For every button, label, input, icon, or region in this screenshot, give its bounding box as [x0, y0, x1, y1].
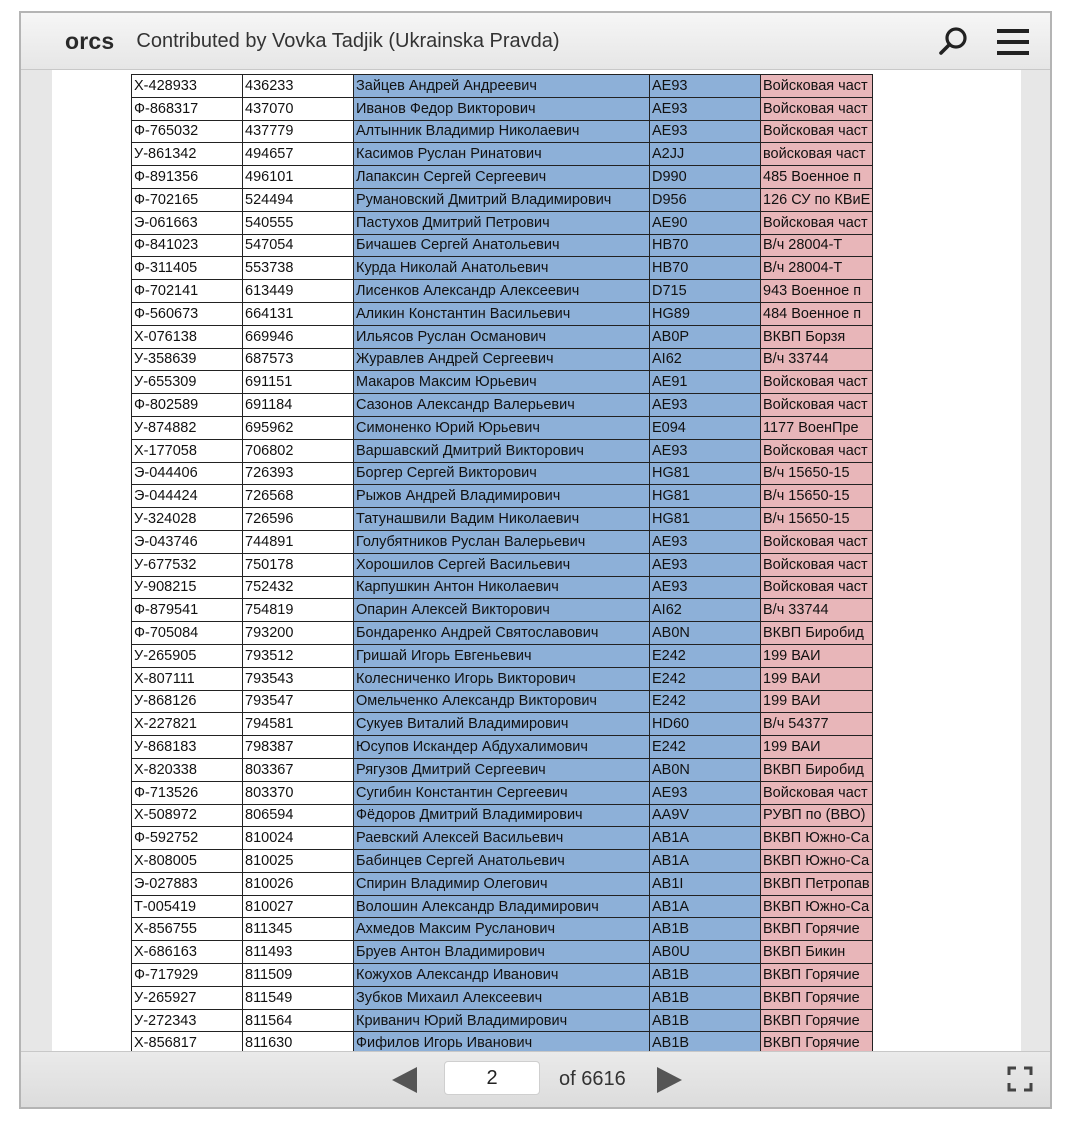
cell-full-name: Симоненко Юрий Юрьевич	[354, 416, 650, 439]
cell-full-name: Карпушкин Антон Николаевич	[354, 576, 650, 599]
cell-number: 437779	[243, 120, 354, 143]
cell-id-code: Э-043746	[132, 530, 243, 553]
cell-unit-name: Войсковая част	[761, 97, 873, 120]
cell-unit-name: Войсковая част	[761, 781, 873, 804]
table-row	[132, 439, 873, 462]
cell-unit-code: AE93	[650, 781, 761, 804]
cell-unit-code: AB1B	[650, 964, 761, 987]
table-row	[132, 576, 873, 599]
cell-unit-code: HB70	[650, 257, 761, 280]
cell-id-code: У-868183	[132, 736, 243, 759]
cell-unit-name: Войсковая част	[761, 120, 873, 143]
cell-unit-code: HD60	[650, 713, 761, 736]
cell-unit-code: AE93	[650, 394, 761, 417]
cell-full-name: Варшавский Дмитрий Викторович	[354, 439, 650, 462]
cell-full-name: Рыжов Андрей Владимирович	[354, 485, 650, 508]
cell-unit-name: ВКВП Биробид	[761, 622, 873, 645]
cell-id-code: Х-076138	[132, 325, 243, 348]
cell-full-name: Рягузов Дмитрий Сергеевич	[354, 758, 650, 781]
table-row	[132, 166, 873, 189]
cell-full-name: Юсупов Искандер Абдухалимович	[354, 736, 650, 759]
cell-id-code: У-908215	[132, 576, 243, 599]
page-number-input[interactable]	[444, 1061, 540, 1095]
page-viewport[interactable]	[21, 70, 1050, 1051]
cell-id-code: Ф-841023	[132, 234, 243, 257]
table-row	[132, 895, 873, 918]
cell-full-name: Бондаренко Андрей Святославович	[354, 622, 650, 645]
cell-unit-name: РУВП по (ВВО)	[761, 804, 873, 827]
cell-full-name: Опарин Алексей Викторович	[354, 599, 650, 622]
table-row	[132, 188, 873, 211]
table-row	[132, 599, 873, 622]
table-row	[132, 964, 873, 987]
table-row	[132, 850, 873, 873]
cell-unit-code: E242	[650, 690, 761, 713]
cell-id-code: У-868126	[132, 690, 243, 713]
cell-unit-name: ВКВП Горячие	[761, 1032, 873, 1051]
cell-id-code: Ф-891356	[132, 166, 243, 189]
cell-id-code: У-265927	[132, 986, 243, 1009]
cell-number: 547054	[243, 234, 354, 257]
table-row	[132, 941, 873, 964]
cell-unit-code: AE90	[650, 211, 761, 234]
cell-full-name: Пастухов Дмитрий Петрович	[354, 211, 650, 234]
cell-unit-name: 943 Военное п	[761, 280, 873, 303]
cell-unit-name: Войсковая част	[761, 371, 873, 394]
cell-unit-code: AE91	[650, 371, 761, 394]
cell-id-code: Х-508972	[132, 804, 243, 827]
cell-id-code: Х-177058	[132, 439, 243, 462]
cell-unit-code: AB1A	[650, 850, 761, 873]
cell-unit-code: AB0N	[650, 758, 761, 781]
cell-full-name: Боргер Сергей Викторович	[354, 462, 650, 485]
cell-full-name: Омельченко Александр Викторович	[354, 690, 650, 713]
cell-unit-code: HB70	[650, 234, 761, 257]
cell-unit-code: AB1B	[650, 1009, 761, 1032]
fullscreen-icon	[1007, 1066, 1033, 1092]
cell-number: 793543	[243, 667, 354, 690]
cell-full-name: Алтынник Владимир Николаевич	[354, 120, 650, 143]
cell-full-name: Раевский Алексей Васильевич	[354, 827, 650, 850]
cell-unit-code: D715	[650, 280, 761, 303]
cell-number: 811564	[243, 1009, 354, 1032]
cell-number: 664131	[243, 302, 354, 325]
cell-id-code: Х-428933	[132, 75, 243, 98]
table-row	[132, 622, 873, 645]
cell-id-code: Ф-702141	[132, 280, 243, 303]
cell-unit-name: 126 СУ по КВиЕ	[761, 188, 873, 211]
cell-number: 726596	[243, 508, 354, 531]
cell-unit-code: AB0N	[650, 622, 761, 645]
cell-number: 496101	[243, 166, 354, 189]
cell-unit-name: Войсковая част	[761, 75, 873, 98]
cell-unit-code: AA9V	[650, 804, 761, 827]
table-row	[132, 804, 873, 827]
table-row	[132, 667, 873, 690]
cell-unit-name: ВКВП Южно-Са	[761, 895, 873, 918]
cell-unit-name: 484 Военное п	[761, 302, 873, 325]
cell-unit-code: E242	[650, 667, 761, 690]
cell-id-code: Ф-311405	[132, 257, 243, 280]
cell-id-code: Ф-713526	[132, 781, 243, 804]
cell-id-code: Х-227821	[132, 713, 243, 736]
cell-id-code: У-861342	[132, 143, 243, 166]
cell-full-name: Ильясов Руслан Османович	[354, 325, 650, 348]
cell-unit-code: AB1A	[650, 895, 761, 918]
cell-unit-code: AE93	[650, 97, 761, 120]
cell-number: 695962	[243, 416, 354, 439]
table-row	[132, 827, 873, 850]
cell-number: 811493	[243, 941, 354, 964]
table-body	[132, 75, 873, 1052]
cell-id-code: Ф-765032	[132, 120, 243, 143]
cell-unit-name: ВКВП Бикин	[761, 941, 873, 964]
cell-id-code: Э-044424	[132, 485, 243, 508]
cell-full-name: Фёдоров Дмитрий Владимирович	[354, 804, 650, 827]
table-row	[132, 508, 873, 531]
top-toolbar	[21, 13, 1050, 70]
cell-unit-name: В/ч 28004-Т	[761, 234, 873, 257]
cell-id-code: Э-044406	[132, 462, 243, 485]
cell-unit-name: Войсковая част	[761, 211, 873, 234]
cell-number: 810025	[243, 850, 354, 873]
cell-id-code: Ф-702165	[132, 188, 243, 211]
table-row	[132, 872, 873, 895]
table-row	[132, 644, 873, 667]
cell-number: 811549	[243, 986, 354, 1009]
cell-unit-code: HG81	[650, 508, 761, 531]
cell-unit-code: E242	[650, 736, 761, 759]
cell-unit-name: В/ч 15650-15	[761, 485, 873, 508]
document-viewer	[19, 11, 1052, 1109]
cell-id-code: Э-027883	[132, 872, 243, 895]
table-row	[132, 234, 873, 257]
menu-button[interactable]	[995, 25, 1031, 59]
table-row	[132, 211, 873, 234]
cell-unit-name: Войсковая част	[761, 576, 873, 599]
cell-id-code: Х-856755	[132, 918, 243, 941]
table-row	[132, 75, 873, 98]
cell-unit-name: 199 ВАИ	[761, 736, 873, 759]
cell-unit-code: E242	[650, 644, 761, 667]
cell-id-code: Э-061663	[132, 211, 243, 234]
cell-unit-code: AB0P	[650, 325, 761, 348]
cell-id-code: Х-820338	[132, 758, 243, 781]
cell-unit-name: В/ч 15650-15	[761, 508, 873, 531]
cell-unit-code: AE93	[650, 75, 761, 98]
search-button[interactable]	[937, 25, 971, 59]
cell-number: 494657	[243, 143, 354, 166]
cell-full-name: Макаров Максим Юрьевич	[354, 371, 650, 394]
cell-number: 793547	[243, 690, 354, 713]
table-row	[132, 1009, 873, 1032]
table-row	[132, 348, 873, 371]
cell-number: 726568	[243, 485, 354, 508]
cell-unit-name: 199 ВАИ	[761, 644, 873, 667]
cell-id-code: Х-807111	[132, 667, 243, 690]
cell-unit-name: 485 Военное п	[761, 166, 873, 189]
cell-number: 754819	[243, 599, 354, 622]
table-row	[132, 325, 873, 348]
cell-number: 810027	[243, 895, 354, 918]
search-icon	[937, 25, 971, 59]
cell-unit-name: В/ч 33744	[761, 348, 873, 371]
cell-unit-code: AB0U	[650, 941, 761, 964]
cell-unit-code: HG89	[650, 302, 761, 325]
cell-number: 669946	[243, 325, 354, 348]
previous-page-button[interactable]	[389, 1065, 421, 1095]
arrow-left-icon	[389, 1065, 421, 1095]
cell-unit-name: 1177 ВоенПре	[761, 416, 873, 439]
cell-number: 750178	[243, 553, 354, 576]
cell-number: 810024	[243, 827, 354, 850]
cell-full-name: Касимов Руслан Ринатович	[354, 143, 650, 166]
cell-id-code: Ф-879541	[132, 599, 243, 622]
cell-number: 706802	[243, 439, 354, 462]
table-row	[132, 394, 873, 417]
cell-unit-name: 199 ВАИ	[761, 690, 873, 713]
cell-unit-name: Войсковая част	[761, 439, 873, 462]
cell-number: 436233	[243, 75, 354, 98]
cell-id-code: У-677532	[132, 553, 243, 576]
cell-number: 811630	[243, 1032, 354, 1051]
table-row	[132, 120, 873, 143]
cell-number: 811509	[243, 964, 354, 987]
table-row	[132, 485, 873, 508]
cell-full-name: Зубков Михаил Алексеевич	[354, 986, 650, 1009]
cell-id-code: Х-686163	[132, 941, 243, 964]
document-page	[52, 70, 1021, 1051]
cell-full-name: Волошин Александр Владимирович	[354, 895, 650, 918]
cell-number: 794581	[243, 713, 354, 736]
table-row	[132, 713, 873, 736]
cell-unit-name: войсковая част	[761, 143, 873, 166]
cell-number: 691151	[243, 371, 354, 394]
hamburger-menu-icon	[995, 25, 1031, 59]
cell-unit-code: HG81	[650, 485, 761, 508]
cell-unit-name: Войсковая част	[761, 553, 873, 576]
cell-unit-name: ВКВП Биробид	[761, 758, 873, 781]
cell-unit-code: AE93	[650, 553, 761, 576]
cell-full-name: Голубятников Руслан Валерьевич	[354, 530, 650, 553]
cell-id-code: У-265905	[132, 644, 243, 667]
table-row	[132, 462, 873, 485]
table-row	[132, 553, 873, 576]
cell-number: 524494	[243, 188, 354, 211]
cell-id-code: Х-808005	[132, 850, 243, 873]
cell-id-code: Ф-868317	[132, 97, 243, 120]
cell-unit-name: ВКВП Южно-Са	[761, 827, 873, 850]
cell-number: 793200	[243, 622, 354, 645]
cell-unit-code: AE93	[650, 530, 761, 553]
cell-full-name: Ахмедов Максим Русланович	[354, 918, 650, 941]
cell-number: 613449	[243, 280, 354, 303]
cell-unit-code: D956	[650, 188, 761, 211]
table-row	[132, 416, 873, 439]
cell-unit-code: AI62	[650, 599, 761, 622]
cell-full-name: Гришай Игорь Евгеньевич	[354, 644, 650, 667]
cell-unit-name: ВКВП Южно-Са	[761, 850, 873, 873]
cell-id-code: Ф-705084	[132, 622, 243, 645]
cell-full-name: Сазонов Александр Валерьевич	[354, 394, 650, 417]
cell-id-code: Ф-802589	[132, 394, 243, 417]
cell-unit-code: AB1I	[650, 872, 761, 895]
next-page-button[interactable]	[653, 1065, 685, 1095]
cell-unit-name: 199 ВАИ	[761, 667, 873, 690]
cell-number: 793512	[243, 644, 354, 667]
arrow-right-icon	[653, 1065, 685, 1095]
brand-logo[interactable]: orcs	[65, 27, 115, 54]
cell-unit-name: Войсковая част	[761, 394, 873, 417]
cell-unit-name: В/ч 33744	[761, 599, 873, 622]
cell-number: 806594	[243, 804, 354, 827]
bottom-toolbar	[21, 1051, 1050, 1107]
cell-number: 811345	[243, 918, 354, 941]
cell-id-code: У-655309	[132, 371, 243, 394]
table-row	[132, 758, 873, 781]
cell-unit-name: ВКВП Горячие	[761, 1009, 873, 1032]
cell-unit-code: AE93	[650, 576, 761, 599]
cell-full-name: Кожухов Александр Иванович	[354, 964, 650, 987]
cell-unit-name: В/ч 54377	[761, 713, 873, 736]
cell-unit-name: ВКВП Борзя	[761, 325, 873, 348]
table-row	[132, 97, 873, 120]
cell-unit-name: В/ч 28004-Т	[761, 257, 873, 280]
cell-number: 726393	[243, 462, 354, 485]
table-row	[132, 918, 873, 941]
cell-id-code: У-358639	[132, 348, 243, 371]
table-row	[132, 257, 873, 280]
cell-full-name: Бабинцев Сергей Анатольевич	[354, 850, 650, 873]
cell-unit-name: Войсковая част	[761, 530, 873, 553]
table-row	[132, 781, 873, 804]
cell-number: 540555	[243, 211, 354, 234]
cell-id-code: У-874882	[132, 416, 243, 439]
cell-full-name: Румановский Дмитрий Владимирович	[354, 188, 650, 211]
cell-number: 437070	[243, 97, 354, 120]
table-row	[132, 530, 873, 553]
cell-number: 691184	[243, 394, 354, 417]
cell-full-name: Зайцев Андрей Андреевич	[354, 75, 650, 98]
cell-full-name: Хорошилов Сергей Васильевич	[354, 553, 650, 576]
cell-id-code: Х-856817	[132, 1032, 243, 1051]
cell-id-code: У-324028	[132, 508, 243, 531]
table-row	[132, 280, 873, 303]
cell-unit-code: AB1B	[650, 1032, 761, 1051]
cell-id-code: У-272343	[132, 1009, 243, 1032]
cell-unit-name: В/ч 15650-15	[761, 462, 873, 485]
cell-full-name: Аликин Константин Васильевич	[354, 302, 650, 325]
cell-full-name: Бруев Антон Владимирович	[354, 941, 650, 964]
cell-number: 687573	[243, 348, 354, 371]
cell-full-name: Бичашев Сергей Анатольевич	[354, 234, 650, 257]
table-row	[132, 371, 873, 394]
cell-unit-code: AE93	[650, 439, 761, 462]
cell-unit-code: AB1B	[650, 918, 761, 941]
cell-full-name: Иванов Федор Викторович	[354, 97, 650, 120]
cell-unit-code: A2JJ	[650, 143, 761, 166]
cell-number: 810026	[243, 872, 354, 895]
table-row	[132, 986, 873, 1009]
cell-number: 553738	[243, 257, 354, 280]
cell-full-name: Сукуев Виталий Владимирович	[354, 713, 650, 736]
table-row	[132, 736, 873, 759]
cell-full-name: Курда Николай Анатольевич	[354, 257, 650, 280]
cell-unit-code: AB1A	[650, 827, 761, 850]
cell-full-name: Журавлев Андрей Сергеевич	[354, 348, 650, 371]
cell-full-name: Лисенков Александр Алексеевич	[354, 280, 650, 303]
cell-unit-code: HG81	[650, 462, 761, 485]
cell-id-code: Ф-560673	[132, 302, 243, 325]
table-row	[132, 1032, 873, 1051]
cell-unit-code: AE93	[650, 120, 761, 143]
table-row	[132, 690, 873, 713]
cell-unit-name: ВКВП Горячие	[761, 964, 873, 987]
cell-unit-code: AB1B	[650, 986, 761, 1009]
cell-full-name: Фифилов Игорь Иванович	[354, 1032, 650, 1051]
cell-unit-code: AI62	[650, 348, 761, 371]
cell-unit-name: ВКВП Горячие	[761, 986, 873, 1009]
cell-unit-code: D990	[650, 166, 761, 189]
cell-full-name: Лапаксин Сергей Сергеевич	[354, 166, 650, 189]
cell-id-code: Ф-717929	[132, 964, 243, 987]
cell-id-code: Т-005419	[132, 895, 243, 918]
table-row	[132, 143, 873, 166]
document-title: Contributed by Vovka Tadjik (Ukrainska Pravda)	[136, 29, 560, 52]
cell-unit-code: E094	[650, 416, 761, 439]
cell-unit-name: ВКВП Горячие	[761, 918, 873, 941]
cell-number: 798387	[243, 736, 354, 759]
data-table	[131, 74, 873, 1051]
cell-number: 803370	[243, 781, 354, 804]
cell-full-name: Колесниченко Игорь Викторович	[354, 667, 650, 690]
cell-number: 803367	[243, 758, 354, 781]
cell-full-name: Криванич Юрий Владимирович	[354, 1009, 650, 1032]
cell-full-name: Сугибин Константин Сергеевич	[354, 781, 650, 804]
cell-full-name: Спирин Владимир Олегович	[354, 872, 650, 895]
table-row	[132, 302, 873, 325]
cell-number: 752432	[243, 576, 354, 599]
cell-id-code: Ф-592752	[132, 827, 243, 850]
cell-full-name: Татунашвили Вадим Николаевич	[354, 508, 650, 531]
cell-number: 744891	[243, 530, 354, 553]
page-total: of 6616	[559, 1068, 626, 1090]
fullscreen-button[interactable]	[1007, 1066, 1033, 1092]
cell-unit-name: ВКВП Петропав	[761, 872, 873, 895]
